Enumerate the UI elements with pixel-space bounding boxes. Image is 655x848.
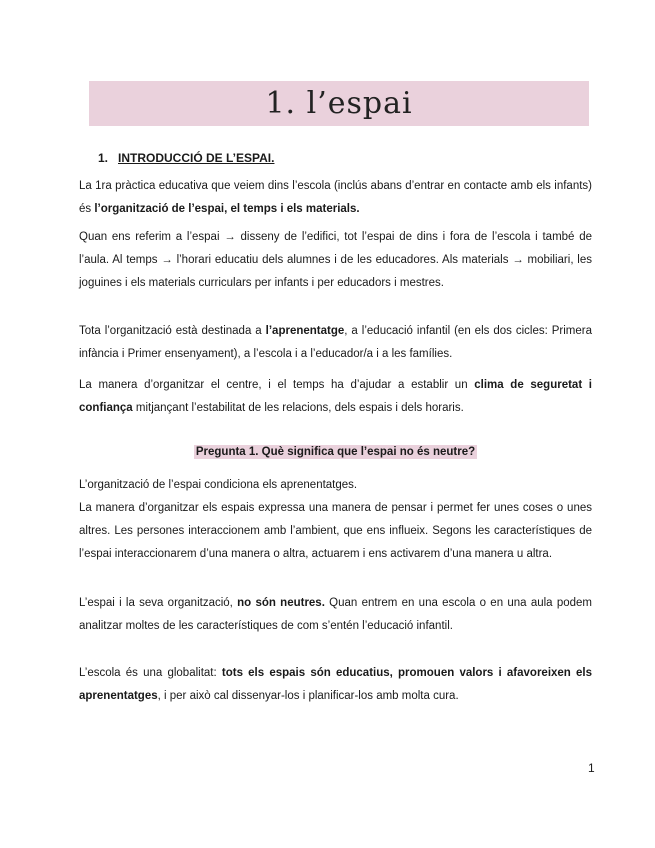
section-label: INTRODUCCIÓ DE L’ESPAI.	[118, 151, 275, 165]
paragraph-text: La 1ra pràctica educativa que veiem dins l’escola (inclús abans d’entrar en contacte amb els infants) és	[79, 180, 592, 215]
page-number: 1	[588, 761, 595, 775]
section-number: 1.	[98, 151, 109, 165]
paragraph-globalitat	[79, 662, 592, 708]
paragraph-text: Quan entrem en una escola o en una aula podem analitzar moltes de les característiques de com s’entén l’educació infantil.	[79, 597, 592, 632]
paragraph-text: Quan ens referim a l’espai → disseny de l’edifici, tot l’espai de dins i fora de l’escola i també de l’aula. Al temps → l’horari educatiu dels alumnes i de les educadores. Als materials → mobiliari, les joguines i els materials curriculars per infants i per educadors i mestres.	[79, 231, 592, 289]
paragraph-condiciona	[79, 474, 592, 566]
paragraph-line: L’organització de l’espai condiciona els aprenentatges.	[79, 479, 358, 491]
section-heading	[98, 150, 274, 166]
paragraph-bold: no són neutres.	[237, 597, 325, 609]
paragraph-text: , i per això cal dissenyar-los i planificar-los amb molta cura.	[157, 690, 459, 702]
paragraph-no-neutres	[79, 592, 592, 638]
question-heading	[79, 443, 592, 461]
paragraph-text: La manera d’organitzar els espais expressa una manera de pensar i permet fer unes coses o unes altres. Les persones interaccionem amb l’ambient, que ens influeix. Segons les característiques de l’espai interaccionarem d’una manera o altra, actuarem i ens activarem d’una manera u altra.	[79, 502, 592, 560]
paragraph-text: L’espai i la seva organització,	[79, 597, 238, 609]
paragraph-text: Tota l’organització està destinada a	[79, 325, 266, 337]
page-title: 1. l’espai	[265, 86, 413, 121]
paragraph-text: mitjançant l’estabilitat de les relacions, dels espais i dels horaris.	[132, 402, 464, 414]
paragraph-text: , a l’educació infantil (en els dos cicles: Primera infància i Primer ensenyament), a l’escola i a l’educador/a i a les famílies.	[79, 325, 593, 360]
paragraph-text: L’escola és una globalitat:	[79, 667, 222, 679]
title-banner	[89, 81, 589, 126]
question-highlight: Pregunta 1. Què significa que l’espai no és neutre?	[195, 446, 476, 458]
paragraph-text: La manera d’organitzar el centre, i el temps ha d’ajudar a establir un	[79, 379, 475, 391]
paragraph-bold: tots els espais són educatius, promouen valors i afavoreixen els aprenentatges	[79, 667, 593, 702]
paragraph-clima	[79, 374, 592, 420]
paragraph-espai	[79, 226, 592, 295]
paragraph-bold: l’organització de l’espai, el temps i els materials.	[94, 203, 360, 215]
paragraph-intro	[79, 175, 592, 221]
paragraph-bold: l’aprenentatge	[265, 325, 345, 337]
paragraph-bold: clima de seguretat i confiança	[79, 379, 592, 414]
paragraph-organitzacio	[79, 320, 592, 366]
